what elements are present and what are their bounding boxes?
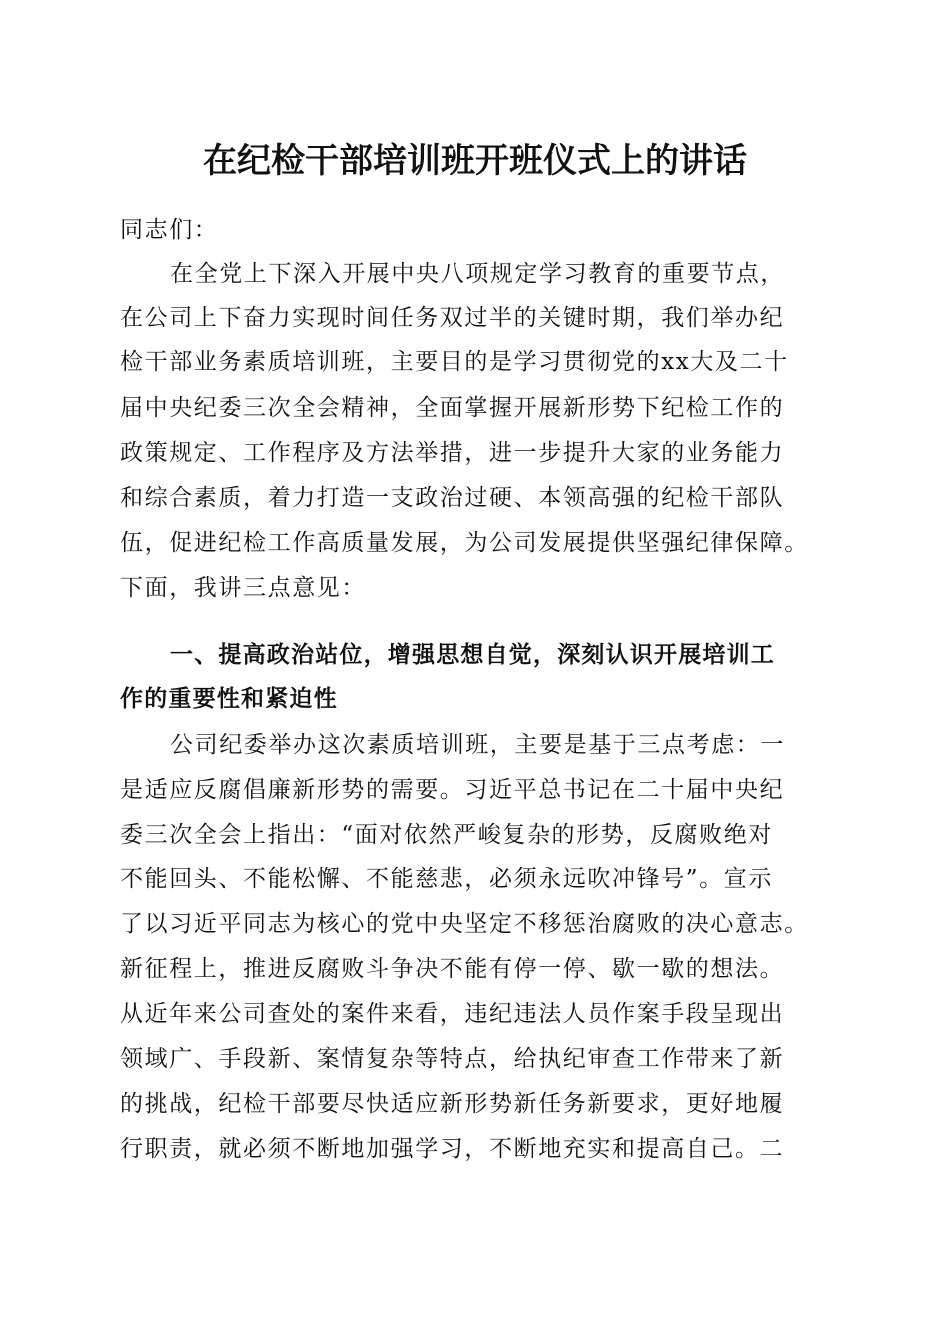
body-line: 不能回头、不能松懈、不能慈悲，必须永远吹冲锋号”。宣示 — [120, 866, 773, 892]
section-heading-line: 一、提高政治站位，增强思想自觉，深刻认识开展培训工 — [170, 642, 775, 668]
intro-line: 在全党上下深入开展中央八项规定学习教育的重要节点， — [170, 261, 785, 287]
section-heading-line: 作的重要性和紧迫性 — [120, 686, 338, 712]
intro-line: 伍，促进纪检工作高质量发展，为公司发展提供坚强纪律保障。 — [120, 530, 809, 556]
intro-line: 和综合素质，着力打造一支政治过硬、本领高强的纪检干部队 — [120, 485, 785, 511]
body-line: 的挑战，纪检干部要尽快适应新形势新任务新要求，更好地履 — [120, 1091, 785, 1117]
body-line: 从近年来公司查处的案件来看，违纪违法人员作案手段呈现出 — [120, 1001, 785, 1027]
intro-line: 在公司上下奋力实现时间任务双过半的关键时期，我们举办纪 — [120, 305, 785, 331]
salutation: 同志们： — [120, 217, 219, 243]
document-title: 在纪检干部培训班开班仪式上的讲话 — [203, 141, 747, 181]
intro-line: 政策规定、工作程序及方法举措，进一步提升大家的业务能力 — [120, 440, 785, 466]
body-line: 新征程上，推进反腐败斗争决不能有停一停、歇一歇的想法。 — [120, 956, 785, 982]
body-line: 公司纪委举办这次素质培训班，主要是基于三点考虑：一 — [170, 732, 785, 758]
body-line: 委三次全会上指出：“面对依然严峻复杂的形势，反腐败绝对 — [120, 822, 773, 848]
body-line: 了以习近平同志为核心的党中央坚定不移惩治腐败的决心意志。 — [120, 911, 809, 937]
body-line: 行职责，就必须不断地加强学习，不断地充实和提高自己。二 — [120, 1136, 785, 1162]
body-line: 是适应反腐倡廉新形势的需要。习近平总书记在二十届中央纪 — [120, 777, 785, 803]
intro-line: 下面，我讲三点意见： — [120, 575, 366, 601]
intro-line: 检干部业务素质培训班，主要目的是学习贯彻党的xx大及二十 — [120, 349, 789, 375]
body-line: 领域广、手段新、案情复杂等特点，给执纪审查工作带来了新 — [120, 1046, 785, 1072]
intro-line: 届中央纪委三次全会精神，全面掌握开展新形势下纪检工作的 — [120, 395, 785, 421]
